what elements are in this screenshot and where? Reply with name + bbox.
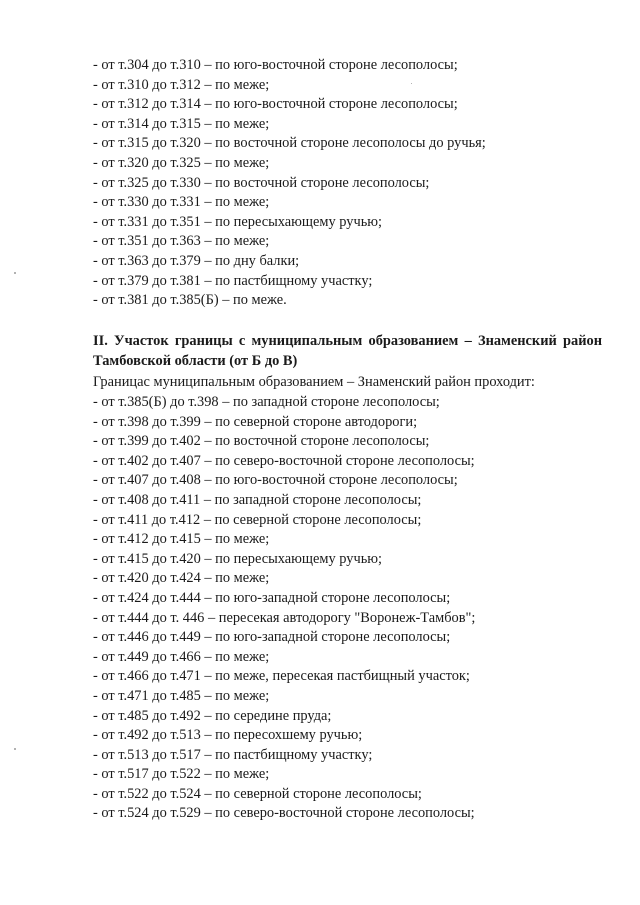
boundary-segment-item: - от т.424 до т.444 – по юго-западной стороне лесополосы;: [93, 589, 451, 606]
boundary-segment-item: - от т.420 до т.424 – по меже;: [93, 570, 270, 587]
boundary-segment-item: - от т.402 до т.407 – по северо-восточной стороне лесополосы;: [93, 452, 475, 469]
boundary-segment-item: - от т.466 до т.471 – по меже, пересекая пастбищный участок;: [93, 668, 470, 685]
boundary-segment-item: - от т.315 до т.320 – по восточной стороне лесополосы до ручья;: [93, 135, 486, 152]
boundary-segment-item: - от т.407 до т.408 – по юго-восточной стороне лесополосы;: [93, 472, 458, 489]
boundary-segment-item: - от т.381 до т.385(Б) – по меже.: [93, 292, 287, 309]
boundary-segment-item: - от т.524 до т.529 – по северо-восточной стороне лесополосы;: [93, 805, 475, 822]
boundary-segment-item: - от т.449 до т.466 – по меже;: [93, 648, 270, 665]
boundary-segment-item: - от т.385(Б) до т.398 – по западной стороне лесополосы;: [93, 394, 440, 410]
boundary-segment-item: - от т.485 до т.492 – по середине пруда;: [93, 707, 332, 724]
boundary-segment-item: - от т.320 до т.325 – по меже;: [93, 154, 270, 171]
boundary-segment-item: - от т.330 до т.331 – по меже;: [93, 194, 270, 211]
boundary-segment-item: - от т.310 до т.312 – по меже;: [93, 76, 270, 93]
scan-speck: [14, 272, 16, 274]
boundary-segment-item: - от т.411 до т.412 – по северной стороне лесополосы;: [93, 511, 422, 528]
boundary-segment-item: - от т.517 до т.522 – по меже;: [93, 766, 270, 783]
section-intro: Границас муниципальным образованием – Знаменский район проходит:: [93, 374, 535, 390]
boundary-segment-item: - от т.304 до т.310 – по юго-восточной стороне лесополосы;: [93, 57, 458, 73]
boundary-segment-item: - от т.363 до т.379 – по дну балки;: [93, 252, 300, 269]
scan-speck: [411, 83, 412, 84]
boundary-segment-list-part-1: [93, 56, 613, 311]
boundary-segment-item: - от т.399 до т.402 – по восточной стороне лесополосы;: [93, 433, 430, 450]
boundary-segment-item: - от т.312 до т.314 – по юго-восточной стороне лесополосы;: [93, 96, 458, 113]
boundary-segment-item: - от т.446 до т.449 – по юго-западной стороне лесополосы;: [93, 629, 451, 646]
boundary-segment-item: - от т.415 до т.420 – по пересыхающему ручью;: [93, 550, 383, 567]
section-heading: II. Участок границы с муниципальным образованием – Знаменский район Тамбовской области (от Б до В): [93, 333, 602, 369]
boundary-segment-item: - от т.412 до т.415 – по меже;: [93, 531, 270, 548]
boundary-segment-item: - от т.408 до т.411 – по западной стороне лесополосы;: [93, 491, 422, 508]
boundary-segment-item: - от т.325 до т.330 – по восточной стороне лесополосы;: [93, 174, 430, 191]
boundary-segment-item: - от т.444 до т. 446 – пересекая автодорогу "Воронеж-Тамбов";: [93, 609, 476, 626]
boundary-segment-item: - от т.522 до т.524 – по северной стороне лесополосы;: [93, 785, 422, 802]
boundary-segment-item: - от т.513 до т.517 – по пастбищному участку;: [93, 746, 373, 763]
boundary-segment-item: - от т.379 до т.381 – по пастбищному участку;: [93, 272, 373, 289]
boundary-segment-item: - от т.331 до т.351 – по пересыхающему ручью;: [93, 213, 383, 230]
boundary-segment-item: - от т.492 до т.513 – по пересохшему ручью;: [93, 727, 363, 744]
boundary-segment-list-part-2: [93, 393, 613, 824]
boundary-segment-item: - от т.314 до т.315 – по меже;: [93, 115, 270, 132]
boundary-segment-item: - от т.471 до т.485 – по меже;: [93, 687, 270, 704]
boundary-segment-item: - от т.351 до т.363 – по меже;: [93, 233, 270, 250]
scan-speck: [14, 748, 16, 750]
boundary-segment-item: - от т.398 до т.399 – по северной стороне автодороги;: [93, 413, 418, 430]
